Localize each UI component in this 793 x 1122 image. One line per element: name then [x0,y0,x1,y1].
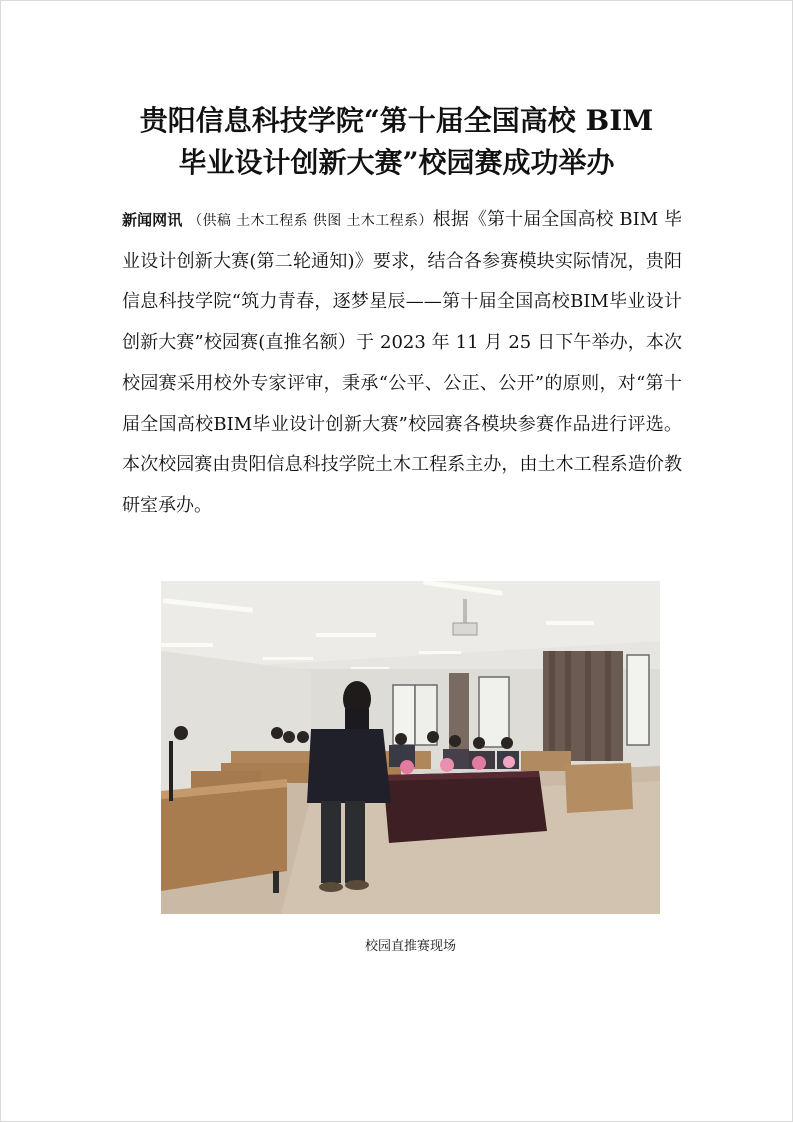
body-paragraph: 根据《第十届全国高校 BIM 毕业设计创新大赛(第二轮通知)》要求，结合各参赛模块实际情况，贵阳信息科技学院“筑力青春，逐梦星辰——第十届全国高校BIM毕业设计创新大赛”校园赛(直推名额）于 2023 年 11 月 25 日下午举办，本次校园赛采用校外专家评审，秉承“公平、公正、公开”的原则，对“第十届全国高校BIM毕业设计创新大赛”校园赛各模块参赛作品进行评选。本次校园赛由贵阳信息科技学院土木工程系主办，由土木工程系造价教研室承办。 [122,209,682,516]
article-title [60,100,733,184]
news-lead: 新闻网讯 [122,211,183,229]
photo-caption: 校园直推赛现场 [364,939,456,954]
title-line-1: 贵阳信息科技学院“第十届全国高校 BIM [139,104,654,137]
article-body [122,200,682,527]
title-line-2: 毕业设计创新大赛”校园赛成功举办 [178,146,615,179]
competition-photo [161,581,660,914]
credit-line: （供稿 土木工程系 供图 土木工程系） [188,213,433,229]
